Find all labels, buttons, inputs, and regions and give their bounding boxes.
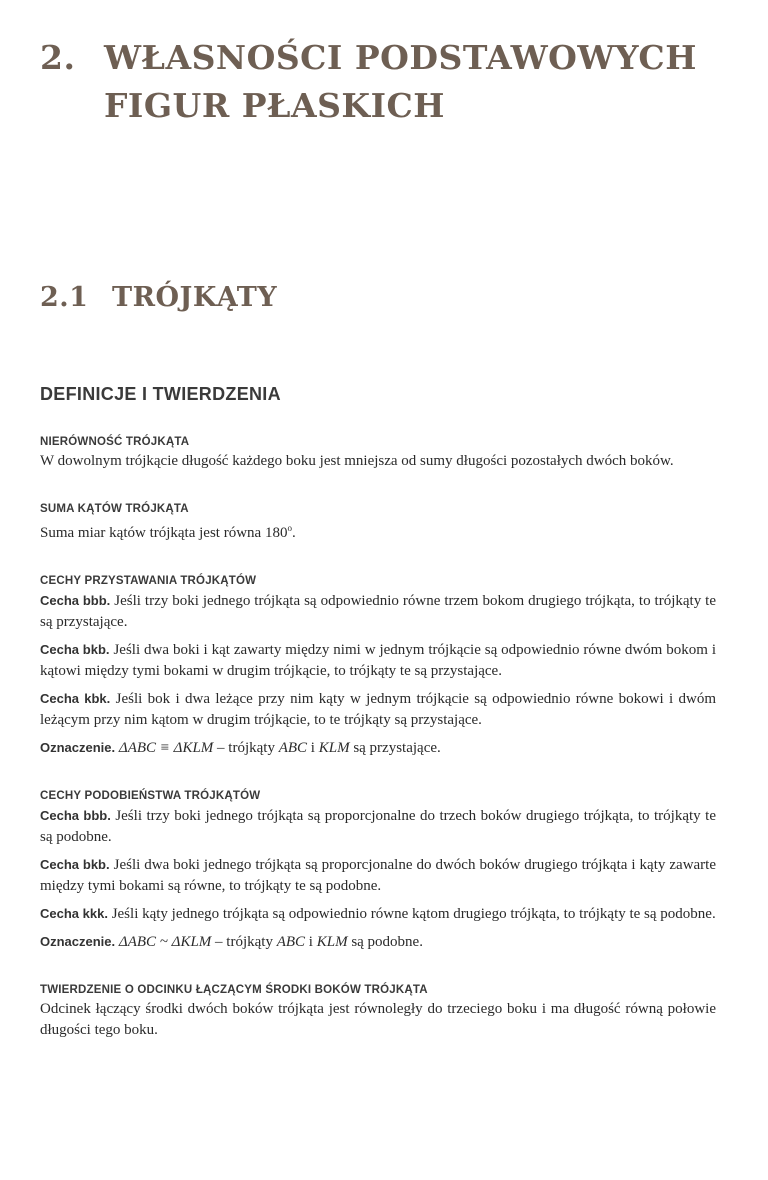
similarity-and: i (308, 934, 313, 950)
congruence-bbb (40, 590, 716, 633)
congruence-bkb (40, 639, 716, 682)
congruence-klm: KLM (318, 740, 350, 756)
angle-sum-text-main: Suma miar kątów trójkąta jest równa 180 (40, 525, 288, 541)
congruence-bbb-label: Cecha bbb. (40, 593, 111, 608)
similarity-formula: ΔABC ~ ΔKLM (118, 934, 212, 950)
similarity-abc: ABC (276, 934, 306, 950)
midsegment-block (40, 981, 716, 1041)
congruence-notation (40, 737, 716, 759)
congruence-and: i (310, 740, 315, 756)
midsegment-text: Odcinek łączący środki dwóch boków trójkąta jest równoległy do trzeciego boku i ma długość równą połowie długości tego boku. (40, 1001, 716, 1038)
chapter-title-line1: WŁASNOŚCI PODSTAWOWYCH (104, 38, 697, 77)
triangle-inequality-text: W dowolnym trójkącie długość każdego boku jest mniejsza od sumy długości pozostałych dwóch boków. (40, 453, 674, 469)
similarity-bbb-text: Jeśli trzy boki jednego trójkąta są proporcjonalne do trzech boków drugiego trójkąta, to trójkąty te są podobne. (40, 808, 716, 845)
congruence-bkb-text: Jeśli dwa boki i kąt zawarty między nimi w jednym trójkącie są odpowiednio równe dwóm bokom i kątowi między tymi bokami w drugim trójkącie, to trójkąty te są przystające. (40, 642, 716, 679)
congruence-notation-dash: – trójkąty (217, 740, 275, 756)
congruence-bbb-text: Jeśli trzy boki jednego trójkąta są odpowiednio równe trzem bokom drugiego trójkąta, to trójkąty te są przystające. (40, 593, 716, 630)
chapter-title-line2: FIGUR PŁASKICH (104, 86, 445, 125)
angle-sum-block (40, 500, 716, 544)
congruence-kbk-label: Cecha kbk. (40, 691, 111, 706)
similarity-kkk-label: Cecha kkk. (40, 906, 108, 921)
similarity-notation (40, 931, 716, 953)
similarity-notation-dash: – trójkąty (215, 934, 273, 950)
congruence-kbk (40, 688, 716, 731)
content-body (40, 433, 716, 1041)
midsegment-heading: TWIERDZENIE O ODCINKU ŁĄCZĄCYM ŚRODKI BOKÓW TRÓJKĄTA (40, 984, 428, 996)
similarity-bkb (40, 854, 716, 897)
similarity-notation-end: są podobne. (351, 934, 423, 950)
congruence-notation-label: Oznaczenie. (40, 740, 116, 755)
similarity-bbb-label: Cecha bbb. (40, 808, 111, 823)
similarity-bkb-text: Jeśli dwa boki jednego trójkąta są proporcjonalne do dwóch boków drugiego trójkąta i kąty zawarte między tymi bokami są równe, to trójkąty te są podobne. (40, 857, 717, 894)
triangle-inequality-heading: NIERÓWNOŚĆ TRÓJKĄTA (40, 436, 190, 448)
section-title-text: TRÓJKĄTY (112, 282, 278, 313)
subsection-heading: DEFINICJE I TWIERDZENIA (40, 384, 281, 404)
similarity-bkb-label: Cecha bkb. (40, 857, 110, 872)
similarity-kkk-text: Jeśli kąty jednego trójkąta są odpowiednio równe kątom drugiego trójkąta, to trójkąty te są podobne. (111, 906, 716, 922)
angle-sum-text-end: . (291, 525, 296, 541)
triangle-inequality-block (40, 433, 716, 472)
angle-sum-heading: SUMA KĄTÓW TRÓJKĄTA (40, 503, 189, 515)
similarity-heading: CECHY PODOBIEŃSTWA TRÓJKĄTÓW (40, 790, 261, 802)
similarity-block (40, 787, 716, 953)
degree-sign: o (287, 523, 292, 533)
congruence-notation-end: są przystające. (353, 740, 441, 756)
congruence-block (40, 572, 716, 759)
section-number: 2.1 (40, 282, 89, 313)
congruence-kbk-text: Jeśli bok i dwa leżące przy nim kąty w jednym trójkącie są odpowiednio równe bokowi i dwóm leżącym przy nim kątom w drugim trójkącie, to te trójkąty są przystające. (40, 691, 717, 728)
congruence-bkb-label: Cecha bkb. (40, 642, 110, 657)
angle-sum-text (40, 518, 716, 544)
similarity-kkk (40, 903, 716, 925)
chapter-number: 2. (40, 38, 76, 77)
congruence-abc: ABC (278, 740, 308, 756)
congruence-heading: CECHY PRZYSTAWANIA TRÓJKĄTÓW (40, 575, 257, 587)
chapter-title (40, 34, 740, 130)
similarity-notation-label: Oznaczenie. (40, 934, 116, 949)
similarity-klm: KLM (316, 934, 348, 950)
congruence-formula: ΔABC ≡ ΔKLM (118, 740, 214, 756)
similarity-bbb (40, 805, 716, 848)
section-title (40, 282, 277, 313)
